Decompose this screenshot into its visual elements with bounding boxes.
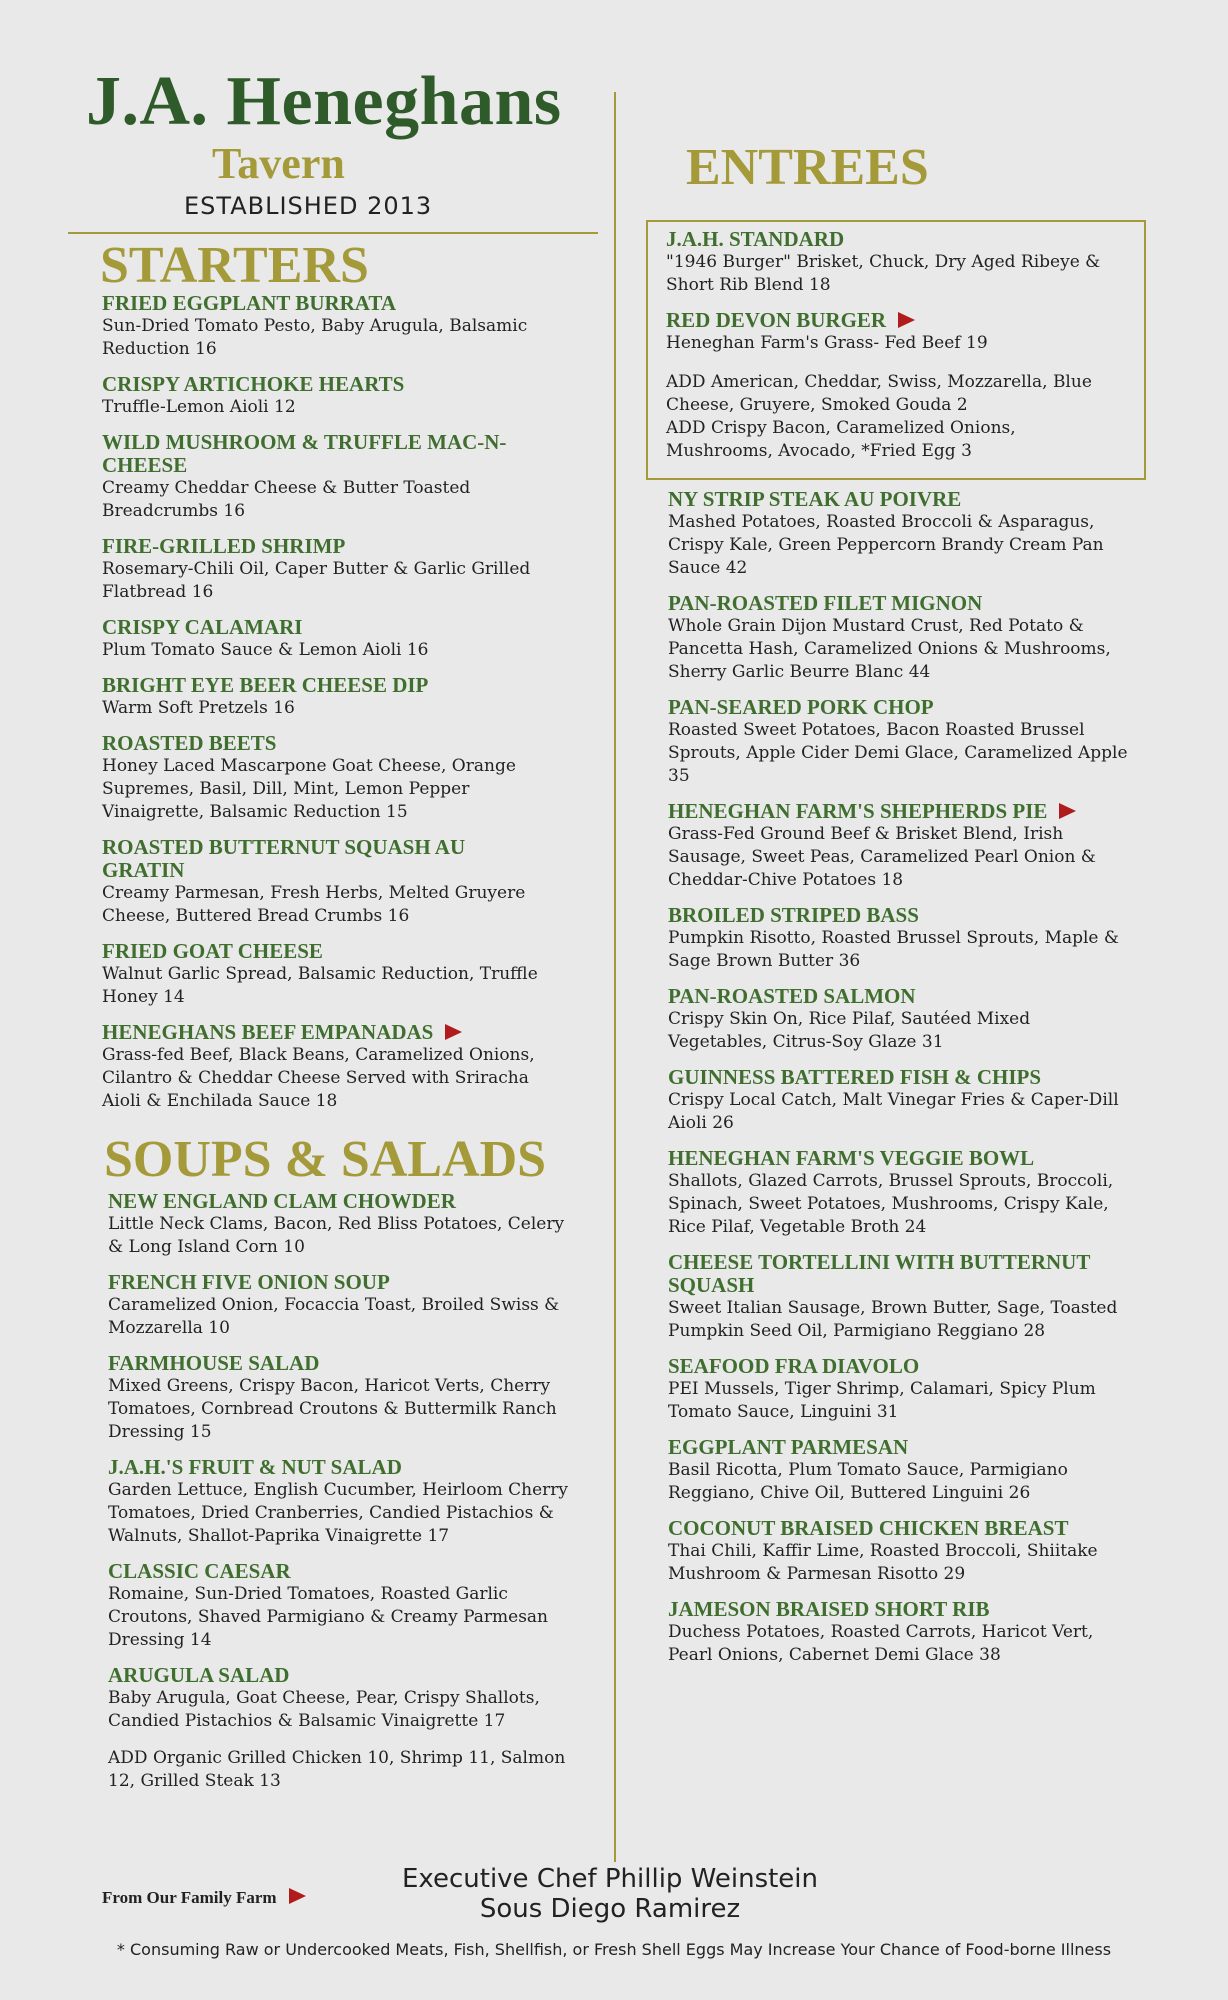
- menu-item: [102, 1021, 552, 1113]
- menu-item-name: [108, 1352, 573, 1375]
- menu-item-name: [108, 1271, 573, 1294]
- menu-item: [668, 1251, 1128, 1343]
- menu-item-name-text: HENEGHANS BEEF EMPANADAS: [102, 1020, 434, 1044]
- menu-item: [668, 488, 1128, 580]
- menu-item-name-text: ROASTED BUTTERNUT SQUASH AU GRATIN: [102, 835, 466, 882]
- burger-box-list: [666, 228, 1126, 463]
- menu-item-name-text: BRIGHT EYE BEER CHEESE DIP: [102, 673, 429, 697]
- menu-item: [102, 373, 552, 419]
- menu-item-name: [668, 1598, 1128, 1621]
- menu-item-description: Creamy Cheddar Cheese & Butter Toasted Breadcrumbs 16: [102, 478, 471, 521]
- menu-item-name: [108, 1190, 573, 1213]
- menu-item-name: [668, 696, 1128, 719]
- menu-item-description: Baby Arugula, Goat Cheese, Pear, Crispy Shallots, Candied Pistachios & Balsamic Vinaigrette 17: [108, 1688, 540, 1731]
- menu-item-name-text: CRISPY ARTICHOKE HEARTS: [102, 372, 405, 396]
- menu-item-name-text: RED DEVON BURGER: [666, 308, 887, 332]
- menu-item: [102, 431, 552, 523]
- menu-item-description: Crispy Local Catch, Malt Vinegar Fries & Caper-Dill Aioli 26: [668, 1090, 1119, 1133]
- menu-item: [666, 228, 1126, 297]
- menu-item: [102, 940, 552, 1009]
- menu-item: [108, 1560, 573, 1652]
- menu-item: [102, 535, 552, 604]
- menu-item-name-text: WILD MUSHROOM & TRUFFLE MAC-N-CHEESE: [102, 430, 507, 477]
- menu-item-description: Warm Soft Pretzels 16: [102, 698, 295, 718]
- menu-item-name: [668, 1251, 1128, 1297]
- menu-item: [668, 696, 1128, 788]
- menu-item-name-text: FRIED GOAT CHEESE: [102, 939, 323, 963]
- established-line: ESTABLISHED 2013: [184, 192, 433, 220]
- menu-item-description: Shallots, Glazed Carrots, Brussel Sprouts, Broccoli, Spinach, Sweet Potatoes, Mushrooms, Crispy Kale, Rice Pilaf, Vegetable Broth 24: [668, 1171, 1114, 1237]
- menu-item: [668, 1436, 1128, 1505]
- menu-item-name-text: PAN-ROASTED SALMON: [668, 984, 916, 1008]
- menu-item-name-text: FRIED EGGPLANT BURRATA: [102, 291, 397, 315]
- menu-item: [668, 1147, 1128, 1239]
- menu-item-name: [102, 292, 552, 315]
- burger-addon-toppings: ADD Crispy Bacon, Caramelized Onions, Mushrooms, Avocado, *Fried Egg 3: [666, 418, 1016, 461]
- menu-item-name: [102, 940, 552, 963]
- menu-item-name-text: J.A.H.'S FRUIT & NUT SALAD: [108, 1455, 402, 1479]
- menu-item-name: [668, 1066, 1128, 1089]
- menu-item-name: [666, 309, 1126, 332]
- menu-item-name-text: HENEGHAN FARM'S SHEPHERDS PIE: [668, 799, 1048, 823]
- family-farm-label: From Our Family Farm: [102, 1888, 277, 1907]
- menu-item: [108, 1352, 573, 1444]
- menu-item-name: [668, 1147, 1128, 1170]
- menu-item: [668, 1517, 1128, 1586]
- menu-item-description: Heneghan Farm's Grass- Fed Beef 19: [666, 333, 988, 353]
- menu-item-name: [102, 1021, 552, 1044]
- soups-addon: ADD Organic Grilled Chicken 10, Shrimp 11, Salmon 12, Grilled Steak 13: [108, 1748, 566, 1791]
- menu-item-description: Sweet Italian Sausage, Brown Butter, Sage, Toasted Pumpkin Seed Oil, Parmigiano Reggiano 28: [668, 1298, 1118, 1341]
- menu-item-name: [668, 800, 1128, 823]
- menu-item-name-text: ARUGULA SALAD: [108, 1663, 290, 1687]
- menu-item: [108, 1456, 573, 1548]
- menu-item-name: [666, 228, 1126, 251]
- menu-item-description: Creamy Parmesan, Fresh Herbs, Melted Gruyere Cheese, Buttered Bread Crumbs 16: [102, 883, 526, 926]
- menu-item-name-text: BROILED STRIPED BASS: [668, 903, 919, 927]
- menu-item-description: Duchess Potatoes, Roasted Carrots, Haricot Vert, Pearl Onions, Cabernet Demi Glace 38: [668, 1622, 1094, 1665]
- menu-item-description: Whole Grain Dijon Mustard Crust, Red Potato & Pancetta Hash, Caramelized Onions & Mushrooms, Sherry Garlic Beurre Blanc 44: [668, 616, 1111, 682]
- menu-item-name: [668, 904, 1128, 927]
- red-arrow-icon: [289, 1888, 306, 1904]
- red-arrow-icon: [1059, 803, 1076, 819]
- menu-item-name-text: CLASSIC CAESAR: [108, 1559, 291, 1583]
- menu-item-name-text: J.A.H. STANDARD: [666, 227, 845, 251]
- burger-items: [666, 228, 1126, 355]
- menu-item-name-text: NEW ENGLAND CLAM CHOWDER: [108, 1189, 456, 1213]
- menu-item-name-text: COCONUT BRAISED CHICKEN BREAST: [668, 1516, 1069, 1540]
- burger-addons: [666, 371, 1126, 463]
- menu-item-name-text: PAN-SEARED PORK CHOP: [668, 695, 934, 719]
- family-farm-legend: [102, 1888, 306, 1908]
- menu-item: [668, 592, 1128, 684]
- menu-item-description: Sun-Dried Tomato Pesto, Baby Arugula, Balsamic Reduction 16: [102, 316, 528, 359]
- menu-item-name-text: SEAFOOD FRA DIAVOLO: [668, 1354, 920, 1378]
- menu-item: [108, 1271, 573, 1340]
- menu-item: [666, 309, 1126, 355]
- soups-items: [108, 1190, 573, 1733]
- menu-item: [668, 904, 1128, 973]
- starters-list: [102, 292, 552, 1125]
- chef-credits: [380, 1864, 840, 1924]
- menu-item-name: [668, 1517, 1128, 1540]
- menu-item-name: [102, 836, 552, 882]
- menu-item-description: Grass-fed Beef, Black Beans, Caramelized Onions, Cilantro & Cheddar Cheese Served with Sriracha Aioli & Enchilada Sauce 18: [102, 1045, 535, 1111]
- menu-item-name-text: FIRE-GRILLED SHRIMP: [102, 534, 346, 558]
- menu-item-description: Pumpkin Risotto, Roasted Brussel Sprouts, Maple & Sage Brown Butter 36: [668, 928, 1120, 971]
- menu-item-name-text: FRENCH FIVE ONION SOUP: [108, 1270, 390, 1294]
- food-safety-disclaimer: * Consuming Raw or Undercooked Meats, Fish, Shellfish, or Fresh Shell Eggs May Increase Your Chance of Food-borne Illness: [116, 1940, 1112, 1959]
- menu-item-name: [668, 488, 1128, 511]
- menu-item-name: [108, 1560, 573, 1583]
- menu-item-name: [102, 431, 552, 477]
- red-arrow-icon: [445, 1024, 462, 1040]
- menu-item: [668, 1598, 1128, 1667]
- menu-item-description: Mashed Potatoes, Roasted Broccoli & Asparagus, Crispy Kale, Green Peppercorn Brandy Cream Pan Sauce 42: [668, 512, 1104, 578]
- header-divider: [68, 232, 598, 234]
- menu-item-description: Basil Ricotta, Plum Tomato Sauce, Parmigiano Reggiano, Chive Oil, Buttered Linguini 26: [668, 1460, 1068, 1503]
- soups-salads-list: [108, 1190, 573, 1793]
- menu-item-name-text: JAMESON BRAISED SHORT RIB: [668, 1597, 990, 1621]
- menu-item-name-text: NY STRIP STEAK AU POIVRE: [668, 487, 962, 511]
- menu-item-name: [102, 373, 552, 396]
- entrees-list: [668, 488, 1128, 1679]
- menu-item: [668, 985, 1128, 1054]
- menu-item-description: Honey Laced Mascarpone Goat Cheese, Orange Supremes, Basil, Dill, Mint, Lemon Pepper Vinaigrette, Balsamic Reduction 15: [102, 756, 516, 822]
- menu-item-name-text: EGGPLANT PARMESAN: [668, 1435, 909, 1459]
- executive-chef: Executive Chef Phillip Weinstein: [401, 1864, 819, 1894]
- menu-item: [668, 800, 1128, 892]
- menu-item: [102, 732, 552, 824]
- menu-item-name: [102, 674, 552, 697]
- menu-item-description: "1946 Burger" Brisket, Chuck, Dry Aged Ribeye & Short Rib Blend 18: [666, 252, 1101, 295]
- menu-item-name: [102, 616, 552, 639]
- menu-item-name: [102, 732, 552, 755]
- menu-item-description: Plum Tomato Sauce & Lemon Aioli 16: [102, 640, 429, 660]
- starters-title: STARTERS: [100, 237, 369, 294]
- menu-item-name-text: FARMHOUSE SALAD: [108, 1351, 320, 1375]
- menu-item-name-text: CHEESE TORTELLINI WITH BUTTERNUT SQUASH: [668, 1250, 1090, 1297]
- menu-item-name: [668, 985, 1128, 1008]
- menu-item-name-text: GUINNESS BATTERED FISH & CHIPS: [668, 1065, 1042, 1089]
- menu-item-description: Romaine, Sun-Dried Tomatoes, Roasted Garlic Croutons, Shaved Parmigiano & Creamy Parmesan Dressing 14: [108, 1584, 548, 1650]
- menu-item: [668, 1355, 1128, 1424]
- menu-item-description: Grass-Fed Ground Beef & Brisket Blend, Irish Sausage, Sweet Peas, Caramelized Pearl Onion & Cheddar-Chive Potatoes 18: [668, 824, 1096, 890]
- sous-chef: Sous Diego Ramirez: [479, 1894, 741, 1924]
- brand-subtitle: Tavern: [212, 139, 345, 188]
- menu-item-description: Thai Chili, Kaffir Lime, Roasted Broccoli, Shiitake Mushroom & Parmesan Risotto 29: [668, 1541, 1098, 1584]
- menu-item: [668, 1066, 1128, 1135]
- menu-item: [102, 836, 552, 928]
- menu-item-description: Rosemary-Chili Oil, Caper Butter & Garlic Grilled Flatbread 16: [102, 559, 531, 602]
- menu-item-name-text: HENEGHAN FARM'S VEGGIE BOWL: [668, 1146, 1035, 1170]
- menu-item-name-text: CRISPY CALAMARI: [102, 615, 303, 639]
- menu-item: [102, 674, 552, 720]
- menu-item-name: [668, 1436, 1128, 1459]
- menu-item: [102, 616, 552, 662]
- brand-name: J.A. Heneghans: [86, 63, 562, 140]
- column-divider: [614, 92, 616, 1862]
- burger-addon-cheese: ADD American, Cheddar, Swiss, Mozzarella, Blue Cheese, Gruyere, Smoked Gouda 2: [666, 372, 1092, 415]
- menu-item: [108, 1190, 573, 1259]
- menu-item-name: [108, 1664, 573, 1687]
- menu-item-name: [102, 535, 552, 558]
- menu-item-description: PEI Mussels, Tiger Shrimp, Calamari, Spicy Plum Tomato Sauce, Linguini 31: [668, 1379, 1096, 1422]
- menu-item-description: Truffle-Lemon Aioli 12: [102, 397, 296, 417]
- menu-item: [108, 1664, 573, 1733]
- menu-item-name: [668, 592, 1128, 615]
- menu-item-description: Roasted Sweet Potatoes, Bacon Roasted Brussel Sprouts, Apple Cider Demi Glace, Caramelized Apple 35: [668, 720, 1128, 786]
- menu-item: [102, 292, 552, 361]
- menu-item-name-text: ROASTED BEETS: [102, 731, 277, 755]
- menu-item-name: [668, 1355, 1128, 1378]
- menu-item-description: Mixed Greens, Crispy Bacon, Haricot Verts, Cherry Tomatoes, Cornbread Croutons & Buttermilk Ranch Dressing 15: [108, 1376, 557, 1442]
- menu-item-description: Walnut Garlic Spread, Balsamic Reduction, Truffle Honey 14: [102, 964, 538, 1007]
- menu-item-description: Garden Lettuce, English Cucumber, Heirloom Cherry Tomatoes, Dried Cranberries, Candied Pistachios & Walnuts, Shallot-Paprika Vinaigrette 17: [108, 1480, 568, 1546]
- red-arrow-icon: [898, 312, 915, 328]
- menu-item-description: Little Neck Clams, Bacon, Red Bliss Potatoes, Celery & Long Island Corn 10: [108, 1214, 565, 1257]
- menu-item-description: Caramelized Onion, Focaccia Toast, Broiled Swiss & Mozzarella 10: [108, 1295, 560, 1338]
- entrees-title: ENTREES: [686, 139, 929, 196]
- menu-item-description: Crispy Skin On, Rice Pilaf, Sautéed Mixed Vegetables, Citrus-Soy Glaze 31: [668, 1009, 1031, 1052]
- menu-item-name-text: PAN-ROASTED FILET MIGNON: [668, 591, 983, 615]
- menu-item-name: [108, 1456, 573, 1479]
- soups-salads-title: SOUPS & SALADS: [104, 1131, 547, 1188]
